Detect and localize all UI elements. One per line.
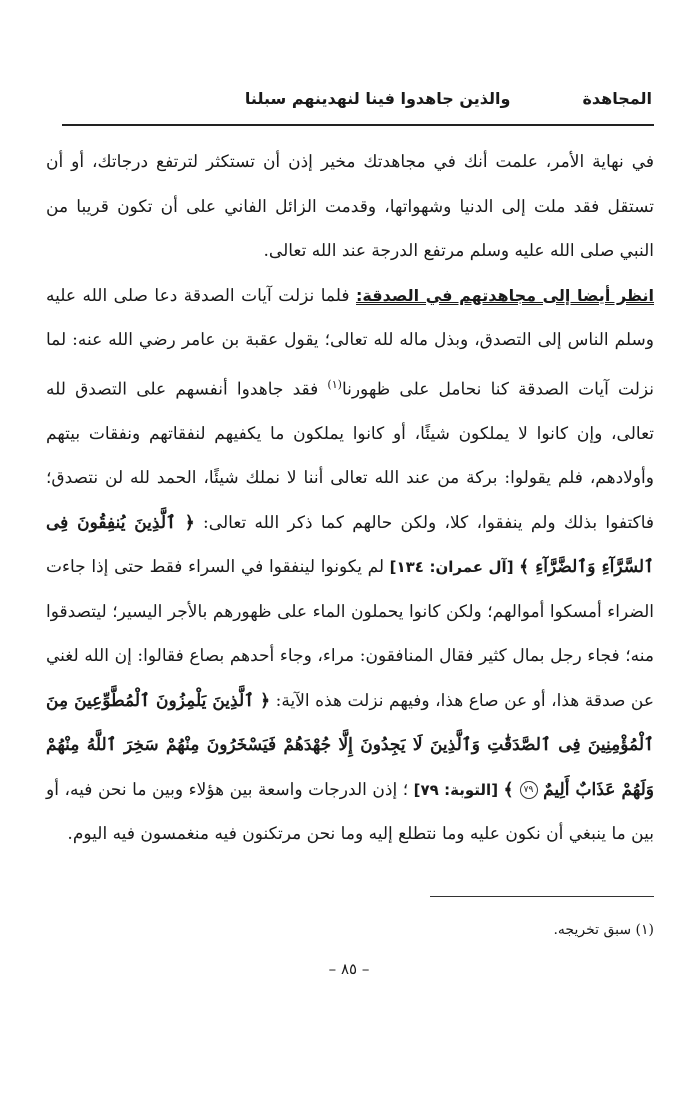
verse-reference-1: [آل عمران: ١٣٤] [384,558,520,577]
quran-verse-2: ﴿ ٱلَّذِينَ يَلْمِزُونَ ٱلْمُطَّوِّعِينَ مِنَ ٱلْمُؤْمِنِينَ فِى ٱلصَّدَقَٰتِ وَٱلَّذِينَ لَا يَجِدُونَ إِلَّا جُهْدَهُمْ فَيَسْخَرُونَ مِنْهُمْ سَخِرَ ٱللَّهُ مِنْهُمْ وَلَهُمْ عَذَابٌ أَلِيمٌ [46,690,654,800]
ayah-number-marker: ٧٩ [520,781,538,799]
verse-reference-2: [التوبة: ٧٩] [408,780,504,799]
body-text [46,140,654,857]
quran-verse-1: ﴿ ٱلَّذِينَ يُنفِقُونَ فِى ٱلسَّرَّآءِ وَٱلضَّرَّآءِ ﴾ [46,512,655,578]
footnote-mark[interactable]: (١) [327,377,342,391]
paragraph-1: في نهاية الأمر، علمت أنك في مجاهدتك مخير إذن أن تستكثر لترتفع درجاتك، أو أن تستقل فقد ملت إلى الدنيا وشهواتها، وقدمت الزائل الفاني على أن تكون قريبا من النبي صلى الله عليه وسلم مرتفع الدرجة عند الله تعالى. [46,152,654,261]
quran-verse-2-close: ﴾ [503,779,520,800]
footnote: (١) سبق تخريجه. [553,922,654,938]
paragraph-2-text-b: فقد جاهدوا أنفسهم على التصدق لله تعالى، وإن كانوا لا يملكون شيئًا، أو كانوا يملكون ما يكفيهم لنفقاتهم ونفقات بيتهم وأولادهم، فلم يقولوا: بركة من عند الله تعالى أننا لا نملك شيئًا، الحمد لله لن نتصدق؛ فاكتفوا بذلك ولم ينفقوا، كلا، ولكن حالهم كما ذكر الله تعالى: [46,379,655,533]
paragraph-2-text-a: فلما نزلت آيات الصدقة دعا صلى الله عليه وسلم الناس إلى التصدق، وبذل ماله لله تعالى؛ يقول عقبة بن عامر رضي الله عنه: لما نزلت آيات الصدقة كنا نحامل على ظهورنا [46,285,654,400]
page-header [62,84,652,112]
header-rule [62,124,654,126]
header-section-title: المجاهدة [582,88,652,108]
section-heading: انظر أيضا إلى مجاهدتهم في الصدقة: [356,285,655,305]
header-running-title: والذين جاهدوا فينا لنهدينهم سبلنا [244,88,511,108]
paragraph-2 [46,274,654,857]
page-number: – ٨٥ – [328,960,370,978]
paragraph-2-text-d: ؛ إذن الدرجات واسعة بين هؤلاء وبين ما نحن فيه، أو بين ما ينبغي أن نكون عليه وما نتطلع إليه وما نحن مرتكنون فيه منغمسون فيه اليوم. [46,779,654,845]
paragraph-2-text-c: لم يكونوا لينفقوا في السراء فقط حتى إذا جاءت الضراء أمسكوا أموالهم؛ ولكن كانوا يحملون الماء على ظهورهم بالأجر اليسير؛ ليتصدقوا منه؛ فجاء رجل بمال كثير فقال المنافقون: مراء، وجاء أحدهم بصاع فقالوا: إن الله لغني عن صدقة هذا، أو عن صاع هذا، وفيهم نزلت هذه الآية: [46,557,655,711]
footnote-rule [430,896,654,897]
